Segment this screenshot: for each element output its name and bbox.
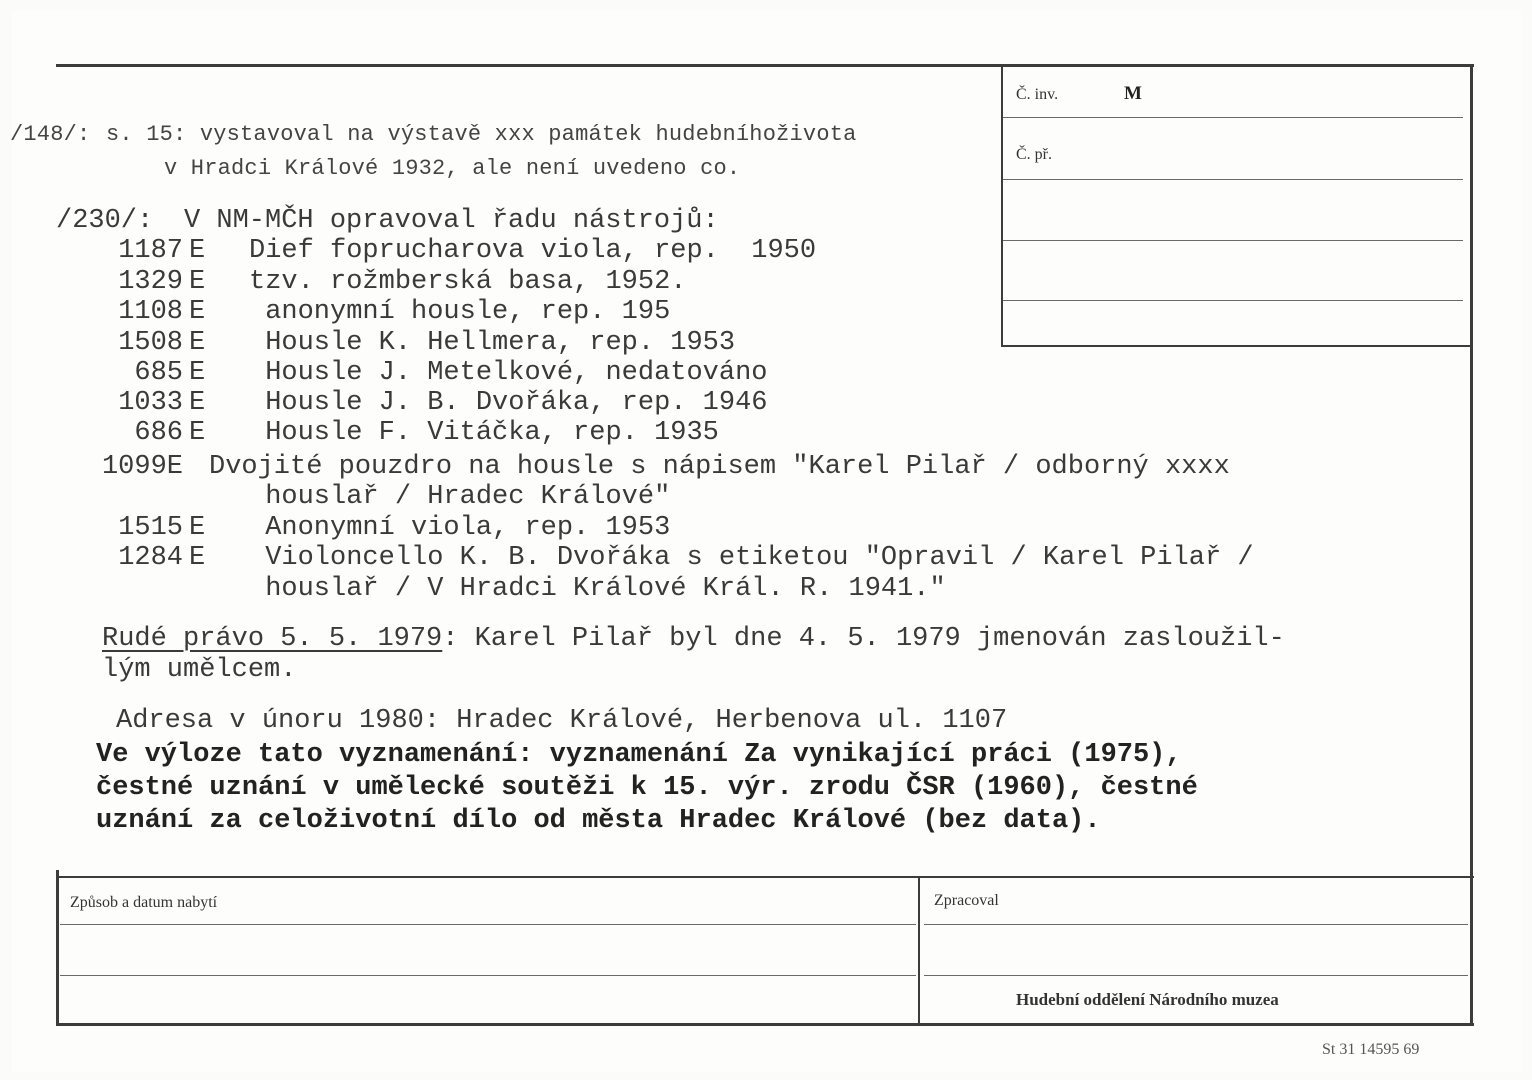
footer-rule-left-1 [60, 924, 916, 925]
instrument-description: Dvojité pouzdro na housle s nápisem "Karel Pilař / odborný xxxx [209, 452, 1230, 482]
list-item [68, 236, 816, 266]
instrument-description: Dief fopruchаrova viola, rep. 1950 [249, 236, 817, 266]
list-item [68, 482, 670, 512]
inventory-number: 1099E [101, 452, 183, 482]
inventory-number: 1284 [118, 543, 183, 573]
list-item [68, 574, 946, 604]
inv-box-left [1001, 64, 1003, 347]
address-line: Adresa v únoru 1980: Hradec Králové, Herbenova ul. 1107 [116, 706, 1008, 736]
rude-pravo-line1 [102, 624, 1285, 654]
inventory-category: E [189, 418, 206, 448]
inv-value: M [1124, 83, 1142, 104]
list-item [68, 297, 670, 327]
instrument-description: houslař / V Hradci Králové Král. R. 1941." [249, 574, 946, 604]
inventory-number: 1515 [118, 513, 183, 543]
inventory-category: E [189, 297, 206, 327]
inventory-number: 686 [134, 418, 183, 448]
frame-left-lower [56, 870, 59, 1026]
rude-pravo-text1: : Karel Pilař byl dne 4. 5. 1979 jmenován zasloužil- [442, 624, 1285, 654]
awards-line3: uznání za celoživotní dílo od města Hradec Králové (bez data). [96, 806, 1101, 836]
inventory-category: E [189, 358, 206, 388]
list-item [68, 328, 735, 358]
footer-divider [918, 876, 920, 1024]
instrument-description: Housle J. B. Dvořáka, rep. 1946 [249, 388, 768, 418]
inventory-number: 685 [134, 358, 183, 388]
rude-pravo-source: Rudé právo 5. 5. 1979 [102, 624, 443, 654]
inv-box-rule-4 [1003, 300, 1463, 301]
inventory-number: 1187 [118, 236, 183, 266]
inventory-number: 1329 [118, 267, 183, 297]
institution-name: Hudební oddělení Národního muzea [1016, 990, 1279, 1009]
instrument-description: tzv. rožmberská basa, 1952. [249, 267, 687, 297]
instrument-description: Housle F. Vitáčka, rep. 1935 [249, 418, 719, 448]
inventory-category: E [189, 236, 206, 266]
entry-148-ref: /148/: [10, 122, 91, 147]
inventory-category: E [189, 388, 206, 418]
instrument-description: Housle J. Metelkové, nedatováno [249, 358, 768, 388]
frame-right [1470, 64, 1473, 1026]
frame-bottom [56, 1023, 1474, 1026]
list-item [68, 543, 1254, 573]
inventory-number: 1508 [118, 328, 183, 358]
inventory-number: 1108 [118, 297, 183, 327]
pr-label: Č. př. [1016, 146, 1052, 163]
awards-line2: čestné uznání v umělecké soutěži k 15. výr. zrodu ČSR (1960), čestné [96, 773, 1198, 803]
footer-top-rule [56, 876, 1474, 878]
inventory-number: 1033 [118, 388, 183, 418]
list-item [68, 267, 686, 297]
list-item [68, 452, 1230, 482]
catalog-card [12, 10, 1522, 1072]
processed-label: Zpracoval [934, 892, 999, 909]
frame-top [56, 64, 1474, 67]
entry-230-intro: V NM-MČH opravoval řadu nástrojů: [184, 206, 719, 236]
entry-148-line2: v Hradci Králové 1932, ale není uvedeno co. [164, 156, 741, 181]
inv-box-rule-2 [1003, 179, 1463, 180]
inv-box-bottom [1001, 345, 1473, 347]
inventory-category: E [189, 513, 206, 543]
list-item [68, 513, 670, 543]
instrument-description: houslař / Hradec Králové" [249, 482, 671, 512]
instrument-description: Housle K. Hellmera, rep. 1953 [249, 328, 736, 358]
instrument-description: anonymní housle, rep. 195 [249, 297, 671, 327]
inventory-category: E [189, 543, 206, 573]
inventory-category: E [189, 267, 206, 297]
inventory-category: E [189, 328, 206, 358]
list-item [68, 388, 767, 418]
footer-rule-right-1 [924, 924, 1468, 925]
entry-148-line1: s. 15: vystavoval na výstavě xxx památek hudebníhoživota [106, 122, 857, 147]
instrument-description: Anonymní viola, rep. 1953 [249, 513, 671, 543]
footer-rule-right-2 [924, 975, 1468, 976]
instrument-description: Violoncello K. B. Dvořáka s etiketou "Opravil / Karel Pilař / [249, 543, 1254, 573]
acquisition-label: Způsob a datum nabytí [70, 894, 218, 911]
print-code: St 31 14595 69 [1322, 1041, 1420, 1058]
rude-pravo-line2: lým umělcem. [102, 655, 297, 685]
inv-label: Č. inv. [1016, 86, 1059, 103]
list-item [68, 418, 719, 448]
inv-box-rule-3 [1003, 240, 1463, 241]
entry-230-ref: /230/: [56, 206, 154, 236]
list-item [68, 358, 767, 388]
awards-line1: Ve výloze tato vyznamenání: vyznamenání Za vynikající práci (1975), [96, 740, 1182, 770]
footer-rule-left-2 [60, 975, 916, 976]
inv-box-rule-1 [1003, 117, 1463, 118]
